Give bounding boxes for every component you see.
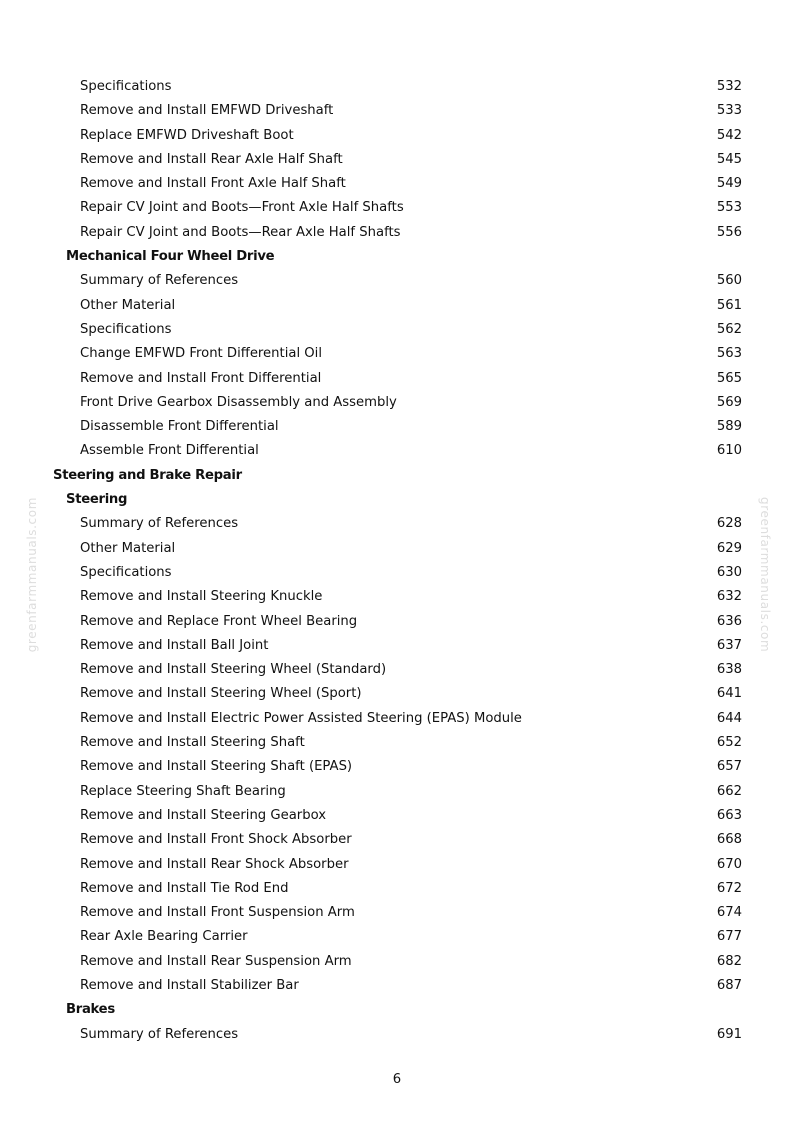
toc-page-number: 663 <box>716 807 742 823</box>
toc-entry[interactable] <box>0 634 794 658</box>
toc-page-number: 657 <box>716 759 742 775</box>
toc-title: Remove and Install Rear Shock Absorber <box>80 856 349 872</box>
toc-chapter-heading <box>0 464 794 488</box>
toc-entry[interactable] <box>0 294 794 318</box>
toc-entry[interactable] <box>0 828 794 852</box>
toc-page-number: 556 <box>716 224 742 240</box>
toc-title: Summary of References <box>80 516 239 532</box>
toc-page-number: 563 <box>716 346 742 362</box>
toc-entry[interactable] <box>0 512 794 536</box>
toc-entry[interactable] <box>0 682 794 706</box>
toc-page-number: 561 <box>716 297 742 313</box>
toc-title: Remove and Install Front Shock Absorber <box>80 832 352 848</box>
toc-page-number: 652 <box>716 735 742 751</box>
toc-entry[interactable] <box>0 196 794 220</box>
toc-page-number: 565 <box>716 370 742 386</box>
toc-entry[interactable] <box>0 537 794 561</box>
toc-page-number: 532 <box>716 79 742 94</box>
toc-entry[interactable] <box>0 148 794 172</box>
toc-page-number: 691 <box>716 1026 742 1042</box>
toc-title: Specifications <box>80 79 172 94</box>
toc-page-number: 628 <box>716 516 742 532</box>
toc-entry[interactable] <box>0 925 794 949</box>
toc-entry[interactable] <box>0 75 794 99</box>
toc-page-number: 542 <box>716 127 742 143</box>
watermark-left: greenfarmmanuals.com <box>25 497 39 653</box>
toc-title: Rear Axle Bearing Carrier <box>80 929 248 945</box>
toc-entry[interactable] <box>0 974 794 998</box>
toc-title: Remove and Install Steering Shaft (EPAS) <box>80 759 353 775</box>
toc-page-number: 569 <box>716 394 742 410</box>
toc-entry[interactable] <box>0 901 794 925</box>
toc-title: Remove and Install Ball Joint <box>80 637 269 653</box>
toc-page-number: 638 <box>716 662 742 678</box>
toc-title: Summary of References <box>80 1026 239 1042</box>
toc-entry[interactable] <box>0 221 794 245</box>
toc-title: Replace EMFWD Driveshaft Boot <box>80 127 294 143</box>
toc-title: Other Material <box>80 297 176 313</box>
toc-title: Front Drive Gearbox Disassembly and Assembly <box>80 394 397 410</box>
toc-title: Summary of References <box>80 273 239 289</box>
toc-page-number: 674 <box>716 905 742 921</box>
toc-page-number: 672 <box>716 880 742 896</box>
toc-title: Assemble Front Differential <box>80 443 259 459</box>
toc-page-number: 533 <box>716 103 742 119</box>
toc-title: Remove and Install Tie Rod End <box>80 880 289 896</box>
toc-entry[interactable] <box>0 318 794 342</box>
toc-page-number: 670 <box>716 856 742 872</box>
toc-entry[interactable] <box>0 585 794 609</box>
toc-section-heading <box>0 998 794 1022</box>
toc-entry[interactable] <box>0 877 794 901</box>
toc-page-number: 560 <box>716 273 742 289</box>
toc-title: Steering and Brake Repair <box>53 467 242 483</box>
toc-title: Remove and Install Front Axle Half Shaft <box>80 176 346 192</box>
toc-title: Remove and Install Stabilizer Bar <box>80 977 299 993</box>
toc-entry[interactable] <box>0 610 794 634</box>
toc-entry[interactable] <box>0 124 794 148</box>
toc-title: Change EMFWD Front Differential Oil <box>80 346 323 362</box>
toc-entry[interactable] <box>0 853 794 877</box>
toc-page-number: 687 <box>716 977 742 993</box>
toc-entry[interactable] <box>0 342 794 366</box>
toc-page-number: 637 <box>716 637 742 653</box>
toc-page-number: 589 <box>716 419 742 435</box>
toc-entry[interactable] <box>0 439 794 463</box>
toc-title: Remove and Install Steering Wheel (Standard) <box>80 662 387 678</box>
toc-title: Remove and Install Front Differential <box>80 370 322 386</box>
toc-page-number: 677 <box>716 929 742 945</box>
toc-page-number: 553 <box>716 200 742 216</box>
toc-page-number: 629 <box>716 540 742 556</box>
toc-section-heading <box>0 245 794 269</box>
toc-entry[interactable] <box>0 731 794 755</box>
toc-title: Remove and Install Electric Power Assisted Steering (EPAS) Module <box>80 710 522 726</box>
toc-title: Remove and Install Rear Suspension Arm <box>80 953 352 969</box>
toc-entry[interactable] <box>0 707 794 731</box>
toc-title: Remove and Install Steering Wheel (Sport) <box>80 686 362 702</box>
toc-title: Replace Steering Shaft Bearing <box>80 783 286 799</box>
toc-title: Remove and Install Rear Axle Half Shaft <box>80 151 343 167</box>
toc-title: Remove and Install Steering Shaft <box>80 735 305 751</box>
toc-entry[interactable] <box>0 780 794 804</box>
toc-entry[interactable] <box>0 804 794 828</box>
toc-page-number: 644 <box>716 710 742 726</box>
toc-title: Repair CV Joint and Boots—Rear Axle Half Shafts <box>80 224 401 240</box>
toc-title: Remove and Install Steering Knuckle <box>80 589 323 605</box>
toc-title: Remove and Install Front Suspension Arm <box>80 905 355 921</box>
toc-title: Specifications <box>80 321 172 337</box>
toc-title: Mechanical Four Wheel Drive <box>66 249 275 265</box>
toc-entry[interactable] <box>0 269 794 293</box>
toc-entry[interactable] <box>0 391 794 415</box>
toc-entry[interactable] <box>0 950 794 974</box>
toc-entry[interactable] <box>0 561 794 585</box>
toc-page-number: 636 <box>716 613 742 629</box>
toc-title: Remove and Replace Front Wheel Bearing <box>80 613 358 629</box>
toc-title: Disassemble Front Differential <box>80 419 279 435</box>
toc-page-number: 562 <box>716 321 742 337</box>
toc-page-number: 668 <box>716 832 742 848</box>
toc-entry[interactable] <box>0 658 794 682</box>
toc-page-number: 641 <box>716 686 742 702</box>
toc-section-heading <box>0 488 794 512</box>
toc-title: Specifications <box>80 564 172 580</box>
toc-page-number: 632 <box>716 589 742 605</box>
watermark-right: greenfarmmanuals.com <box>758 497 772 653</box>
toc-title: Repair CV Joint and Boots—Front Axle Half Shafts <box>80 200 404 216</box>
page-number: 6 <box>392 1072 402 1087</box>
toc-page-number: 545 <box>716 151 742 167</box>
toc-page-number: 662 <box>716 783 742 799</box>
toc-entry[interactable] <box>0 1023 794 1047</box>
toc-page-number: 549 <box>716 176 742 192</box>
toc-entry[interactable] <box>0 367 794 391</box>
toc-page-number: 682 <box>716 953 742 969</box>
toc-title: Remove and Install Steering Gearbox <box>80 807 327 823</box>
toc-entry[interactable] <box>0 172 794 196</box>
toc-page-number: 630 <box>716 564 742 580</box>
toc-title: Brakes <box>66 1002 115 1018</box>
toc-entry[interactable] <box>0 755 794 779</box>
toc-entry[interactable] <box>0 99 794 123</box>
toc-title: Remove and Install EMFWD Driveshaft <box>80 103 334 119</box>
toc-title: Other Material <box>80 540 176 556</box>
toc-title: Steering <box>66 492 128 508</box>
table-of-contents <box>0 75 794 1047</box>
toc-entry[interactable] <box>0 415 794 439</box>
toc-page-number: 610 <box>716 443 742 459</box>
